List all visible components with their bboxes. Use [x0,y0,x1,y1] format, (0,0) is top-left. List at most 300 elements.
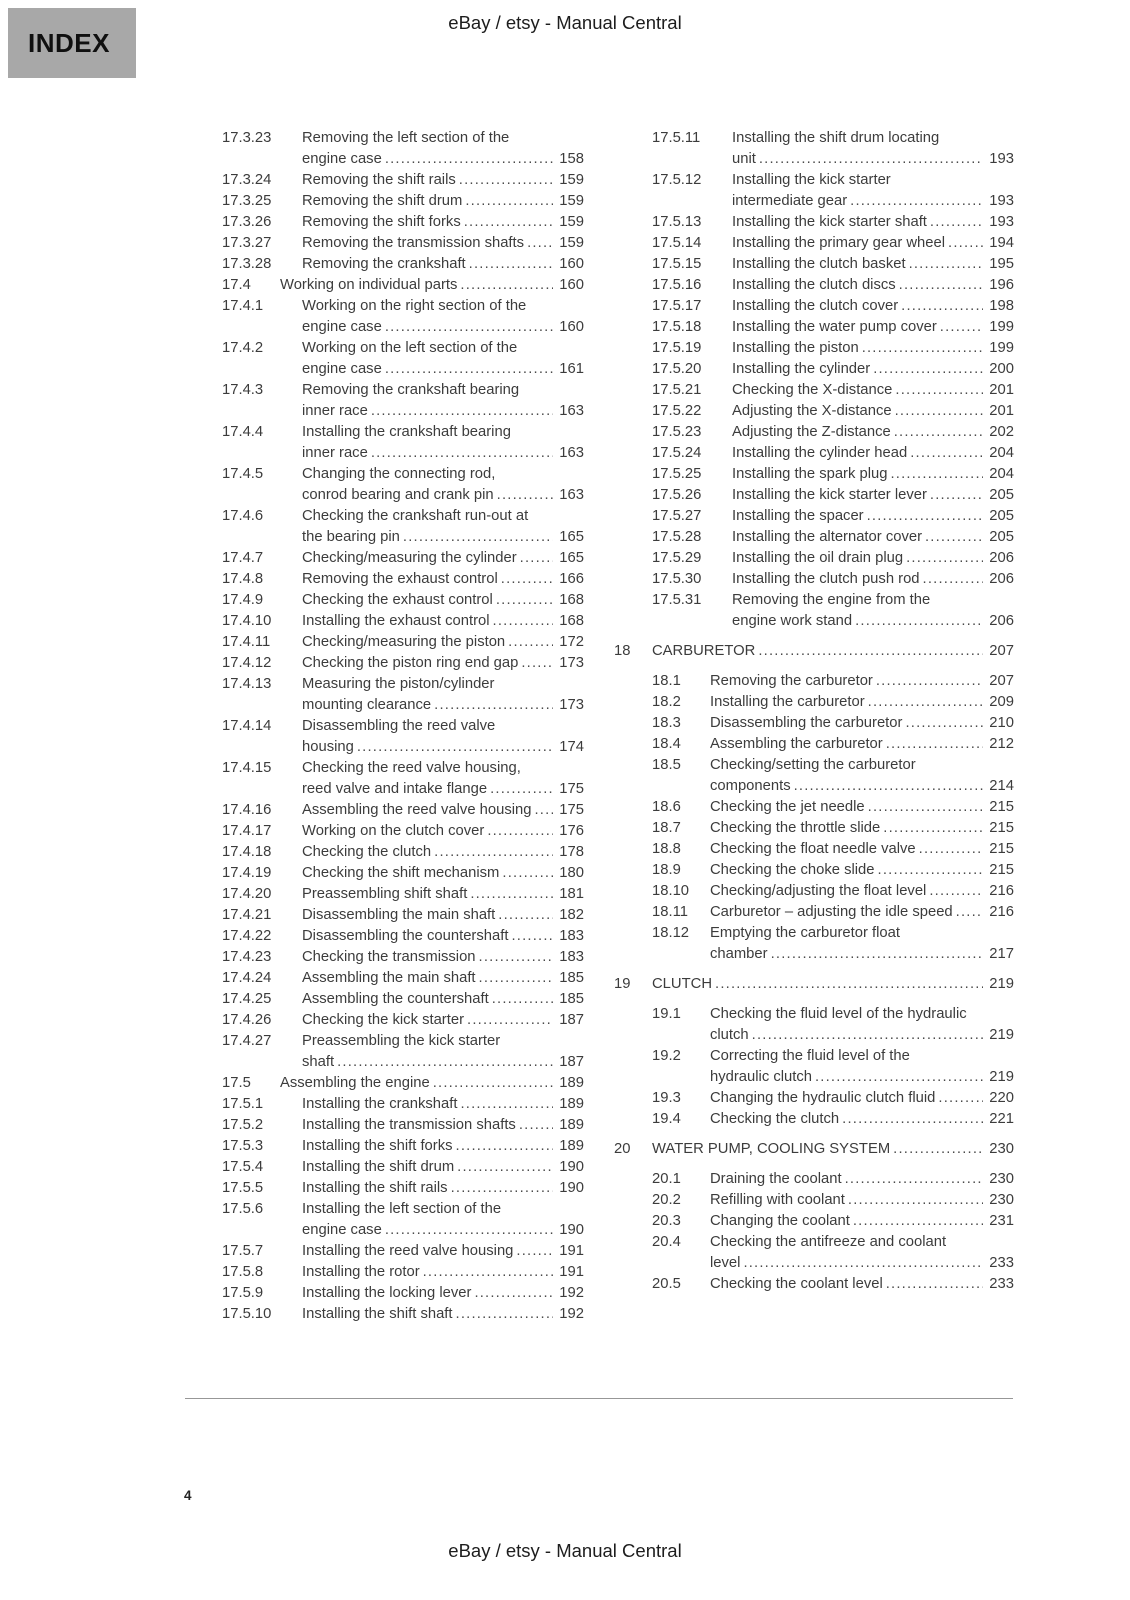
toc-entry-title: Installing the kick starter lever [732,487,927,503]
toc-entry [222,569,584,590]
toc-entry-title: Checking the piston ring end gap [302,655,519,671]
toc-entry-title: components [710,778,791,794]
toc-entry-page: 215 [989,799,1014,815]
dot-leader [886,734,984,755]
toc-entry-line [302,1283,584,1304]
toc-entry-title: Assembling the reed valve housing [302,802,532,818]
toc-entry-number: 17.5.4 [222,1159,264,1175]
toc-entry-title: Installing the shift rails [302,1180,448,1196]
toc-entry [222,653,584,674]
toc-entry-page: 160 [559,319,584,335]
toc-entry [652,1169,1014,1190]
toc-entry-title: Disassembling the reed valve [302,718,496,734]
toc-entry-number: 20 [614,1141,631,1157]
toc-entry-line [710,1067,1014,1088]
toc-entry-page: 189 [559,1117,584,1133]
toc-entry [652,506,1014,527]
toc-entry-number: 17.5.20 [652,361,702,377]
toc-entry-line [710,902,1014,923]
dot-leader [479,947,554,968]
toc-entry-number: 20.4 [652,1234,681,1250]
toc-entry-title: mounting clearance [302,697,432,713]
toc-entry-number: 17.5.3 [222,1138,264,1154]
toc-entry-line [302,1031,584,1052]
toc-entry-body [732,401,1014,422]
toc-entry-title: Preassembling shift shaft [302,886,468,902]
dot-leader [743,1253,983,1274]
toc-entry-line [302,506,584,527]
dot-leader [385,149,553,170]
toc-entry-page: 209 [989,694,1014,710]
toc-entry-line [732,422,1014,443]
toc-entry-line [710,713,1014,734]
toc-entry-number: 18.6 [652,799,681,815]
toc-entry-number: 17.4.24 [222,970,272,986]
toc-entry-title: unit [732,151,756,167]
dot-leader [516,1241,553,1262]
dot-leader [930,485,983,506]
toc-entry-body [302,947,584,968]
toc-entry [222,1073,584,1094]
dot-leader [842,1109,983,1130]
toc-entry-title: Installing the water pump cover [732,319,937,335]
toc-entry-page: 192 [559,1306,584,1322]
toc-entry [652,317,1014,338]
toc-entry [652,443,1014,464]
toc-entry [652,380,1014,401]
toc-entry-number: 17.3.24 [222,172,272,188]
toc-entry-title: WATER PUMP, COOLING SYSTEM [652,1141,891,1157]
toc-entry-number: 17.5.7 [222,1243,264,1259]
toc-entry-page: 185 [559,991,584,1007]
toc-entry-body [302,989,584,1010]
toc-entry-line [302,569,584,590]
toc-entry-line [302,254,584,275]
toc-entry-line [302,233,584,254]
dot-leader [434,695,553,716]
toc-entry-line [302,317,584,338]
toc-entry [222,968,584,989]
toc-entry-line [302,989,584,1010]
toc-entry-page: 190 [559,1222,584,1238]
toc-entry-page: 175 [559,781,584,797]
toc-entry-body [732,443,1014,464]
toc-entry-page: 175 [559,802,584,818]
toc-entry-title: Changing the hydraulic clutch fluid [710,1090,936,1106]
toc-entry-page: 200 [989,361,1014,377]
toc-entry [222,233,584,254]
toc-entry-line [732,527,1014,548]
dot-leader [956,902,984,923]
toc-entry [222,128,584,170]
toc-entry [222,800,584,821]
toc-entry-line [302,926,584,947]
toc-entry-body [302,338,584,380]
toc-entry-title: Installing the reed valve housing [302,1243,514,1259]
toc-entry-body [302,233,584,254]
toc-entry-line [710,1004,1014,1025]
toc-entry-number: 17.4.19 [222,865,272,881]
toc-entry-number: 17.4.16 [222,802,272,818]
toc-entry-line [732,401,1014,422]
toc-entry-line [302,212,584,233]
toc-entry-line [710,1169,1014,1190]
dot-leader [456,1136,554,1157]
toc-entry-title: Assembling the engine [280,1075,430,1091]
dot-leader [470,884,553,905]
toc-entry-body [710,1109,1014,1130]
page-number: 4 [184,1488,192,1503]
toc-entry-line [710,692,1014,713]
toc-entry-number: 20.5 [652,1276,681,1292]
toc-entry-line [732,590,1014,611]
toc-entry-title: Removing the shift drum [302,193,463,209]
toc-entry-body [732,527,1014,548]
toc-entry-number: 17.5.29 [652,550,702,566]
toc-entry-title: Working on individual parts [280,277,458,293]
toc-entry-title: Removing the crankshaft [302,256,466,272]
toc-entry-title: Adjusting the Z-distance [732,424,891,440]
toc-entry-line [710,944,1014,965]
dot-leader [940,317,984,338]
toc-entry-number: 17.5.19 [652,340,702,356]
toc-entry [652,1232,1014,1274]
toc-entry-line [302,947,584,968]
toc-entry-number: 17.4.17 [222,823,272,839]
toc-entry-title: Correcting the fluid level of the [710,1048,910,1064]
toc-entry [652,881,1014,902]
toc-entry-page: 204 [989,466,1014,482]
toc-entry-number: 17.5.18 [652,319,702,335]
toc-entry-number: 17.5.1 [222,1096,264,1112]
toc-entry-line [302,632,584,653]
toc-entry-title: Checking the exhaust control [302,592,493,608]
toc-entry-number: 17.5.24 [652,445,702,461]
toc-entry-number: 20.1 [652,1171,681,1187]
toc-entry-title: Checking the throttle slide [710,820,881,836]
dot-leader [496,590,553,611]
toc-entry-page: 163 [559,487,584,503]
dot-leader [527,233,553,254]
toc-entry [222,1136,584,1157]
toc-entry [222,1115,584,1136]
toc-entry [652,254,1014,275]
toc-entry-number: 17.5.27 [652,508,702,524]
toc-entry-body [302,1136,584,1157]
toc-entry [222,296,584,338]
toc-entry-title: Installing the piston [732,340,859,356]
toc-entry-body [302,296,584,338]
dot-leader [501,569,554,590]
toc-entry-title: Checking the reed valve housing, [302,760,521,776]
toc-entry-number: 17.5.22 [652,403,702,419]
toc-entry [652,1046,1014,1088]
toc-entry-line [302,779,584,800]
dot-leader [497,485,554,506]
toc-entry-body [302,1262,584,1283]
toc-entry-line [302,1010,584,1031]
toc-entry-line [302,1052,584,1073]
toc-entry [614,1139,1014,1160]
toc-entry [652,797,1014,818]
dot-leader [460,1094,553,1115]
toc-entry [222,842,584,863]
toc-entry-title: Checking the crankshaft run-out at [302,508,529,524]
dot-leader [464,212,554,233]
toc-entry-line [710,1211,1014,1232]
toc-entry-line [732,569,1014,590]
toc-entry-body [302,212,584,233]
toc-entry-line [732,359,1014,380]
toc-entry-page: 215 [989,862,1014,878]
toc-entry [222,905,584,926]
toc-entry-line [302,1241,584,1262]
dot-leader [385,317,553,338]
toc-entry-title: Installing the rotor [302,1264,420,1280]
toc-entry [652,818,1014,839]
toc-entry-page: 189 [559,1096,584,1112]
toc-entry-page: 180 [559,865,584,881]
toc-entry [222,1094,584,1115]
toc-entry-page: 192 [559,1285,584,1301]
dot-leader [474,1283,553,1304]
toc-entry-body [732,485,1014,506]
toc-entry [652,338,1014,359]
toc-entry-line [302,1304,584,1325]
toc-entry-number: 17.4.11 [222,634,271,650]
toc-entry-line [710,1274,1014,1295]
toc-entry-number: 18.12 [652,925,690,941]
toc-entry-number: 17.3.23 [222,130,272,146]
toc-entry-title: CARBURETOR [652,643,756,659]
toc-entry [222,1010,584,1031]
toc-entry-line [302,527,584,548]
toc-entry-line [302,1136,584,1157]
toc-entry-body [302,1031,584,1073]
toc-entry-page: 202 [989,424,1014,440]
toc-entry-title: Emptying the carburetor float [710,925,900,941]
toc-entry-body [302,191,584,212]
toc-entry [222,1304,584,1325]
dot-leader [890,464,983,485]
dot-leader [498,905,553,926]
toc-entry [652,275,1014,296]
dot-leader [337,1052,553,1073]
toc-entry-body [302,506,584,548]
dot-leader [433,1073,554,1094]
toc-entry-page: 233 [989,1276,1014,1292]
toc-entry-page: 205 [989,508,1014,524]
toc-entry-page: 220 [989,1090,1014,1106]
toc-entry [652,1274,1014,1295]
toc-entry-body [302,464,584,506]
toc-entry-title: Changing the coolant [710,1213,850,1229]
dot-leader [535,800,554,821]
toc-entry-page: 163 [559,403,584,419]
toc-entry-title: Checking the kick starter [302,1012,465,1028]
toc-entry-title: Assembling the main shaft [302,970,476,986]
toc-entry-title: engine case [302,151,382,167]
dot-leader [794,776,984,797]
toc-entry-line [710,860,1014,881]
toc-entry-body [710,1088,1014,1109]
toc-entry-line [302,422,584,443]
toc-entry-body [732,170,1014,212]
dot-leader [886,1274,984,1295]
toc-entry-body [710,818,1014,839]
toc-entry-title: Removing the left section of the [302,130,510,146]
toc-entry-number: 17.5.30 [652,571,702,587]
toc-entry [652,422,1014,443]
toc-entry-page: 173 [559,655,584,671]
toc-entry-line [710,1046,1014,1067]
dot-leader [883,818,983,839]
toc-entry-line [302,1262,584,1283]
dot-leader [909,254,984,275]
toc-entry-number: 17.5.14 [652,235,702,251]
toc-entry-page: 176 [559,823,584,839]
toc-entry-page: 201 [989,382,1014,398]
toc-entry-page: 215 [989,841,1014,857]
toc-entry-line [710,671,1014,692]
toc-entry-body [280,1073,584,1094]
toc-entry [222,821,584,842]
toc-entry-line [732,380,1014,401]
dot-leader [385,1220,553,1241]
toc-entry-title: Installing the primary gear wheel [732,235,946,251]
dot-leader [508,632,553,653]
toc-entry-title: engine case [302,1222,382,1238]
toc-entry [652,296,1014,317]
toc-entry [222,611,584,632]
toc-entry-page: 191 [559,1243,584,1259]
toc-entry [652,212,1014,233]
toc-entry-body [302,800,584,821]
toc-entry-body [710,1046,1014,1088]
toc-entry-line [302,1220,584,1241]
dot-leader [895,401,984,422]
toc-entry [652,170,1014,212]
toc-entry-page: 193 [989,193,1014,209]
toc-entry [222,1178,584,1199]
toc-entry [222,1262,584,1283]
toc-entry-line [302,380,584,401]
toc-entry-body [302,1178,584,1199]
dot-leader [894,422,984,443]
dot-leader [923,569,984,590]
toc-entry [222,1241,584,1262]
toc-entry-number: 17.5.5 [222,1180,264,1196]
toc-entry-title: intermediate gear [732,193,848,209]
toc-entry-number: 18.9 [652,862,681,878]
toc-entry [652,713,1014,734]
toc-entry-body [302,1157,584,1178]
toc-entry [222,1157,584,1178]
toc-entry-title: inner race [302,403,368,419]
toc-entry-number: 17.3.27 [222,235,272,251]
toc-entry-body [302,170,584,191]
toc-entry-title: engine case [302,361,382,377]
toc-entry-body [710,1169,1014,1190]
toc-entry-body [710,797,1014,818]
toc-entry-title: Installing the kick starter shaft [732,214,927,230]
toc-entry-body [732,359,1014,380]
toc-entry [652,590,1014,632]
dot-leader [451,1178,554,1199]
toc-entry-number: 17.5.13 [652,214,702,230]
toc-entry-line [732,296,1014,317]
toc-entry-number: 17.4.25 [222,991,272,1007]
dot-leader [403,527,553,548]
toc-entry-number: 17.4.15 [222,760,272,776]
toc-entry-number: 17.4.3 [222,382,264,398]
toc-entry [652,401,1014,422]
toc-entry-page: 187 [559,1012,584,1028]
toc-entry-title: Assembling the carburetor [710,736,883,752]
toc-entry [652,734,1014,755]
toc-entry-page: 163 [559,445,584,461]
dot-leader [899,275,984,296]
toc-entry [222,464,584,506]
toc-entry [222,275,584,296]
toc-entry-number: 18.4 [652,736,681,752]
dot-leader [938,1088,983,1109]
toc-entry-page: 172 [559,634,584,650]
dot-leader [873,359,983,380]
toc-entry-number: 17.4.5 [222,466,264,482]
toc-entry-title: Removing the engine from the [732,592,931,608]
toc-entry-page: 166 [559,571,584,587]
dot-leader [910,443,983,464]
toc-entry-title: reed valve and intake flange [302,781,488,797]
toc-entry-title: Working on the clutch cover [302,823,485,839]
toc-entry-number: 17.4.8 [222,571,264,587]
toc-entry-title: Checking/measuring the cylinder [302,550,517,566]
toc-entry-page: 173 [559,697,584,713]
toc-entry-line [302,842,584,863]
toc-entry-number: 17.4.18 [222,844,272,860]
toc-entry-body [302,590,584,611]
toc-entry-number: 17.5.26 [652,487,702,503]
toc-entry-body [302,422,584,464]
toc-entry-body [710,1274,1014,1295]
toc-entry-body [302,1283,584,1304]
dot-leader [487,821,553,842]
dot-leader [456,1304,554,1325]
toc-entry-body [302,926,584,947]
toc-entry [222,590,584,611]
toc-entry-title: Checking the shift mechanism [302,865,500,881]
toc-entry [652,1088,1014,1109]
dot-leader [469,254,554,275]
toc-entry-number: 18.8 [652,841,681,857]
toc-entry-page: 190 [559,1159,584,1175]
dot-leader [460,275,553,296]
toc-entry-line [302,401,584,422]
toc-entry-title: CLUTCH [652,976,713,992]
toc-entry-title: Carburetor – adjusting the idle speed [710,904,953,920]
toc-entry-body [710,692,1014,713]
toc-entry-body [732,254,1014,275]
toc-entry [222,926,584,947]
toc-entry-body [302,632,584,653]
toc-entry-body [302,1115,584,1136]
toc-entry-title: Installing the cylinder [732,361,871,377]
toc-entry-title: Preassembling the kick starter [302,1033,501,1049]
toc-entry [222,863,584,884]
toc-entry-title: Checking the fluid level of the hydraulic [710,1006,967,1022]
toc-entry-page: 216 [989,904,1014,920]
